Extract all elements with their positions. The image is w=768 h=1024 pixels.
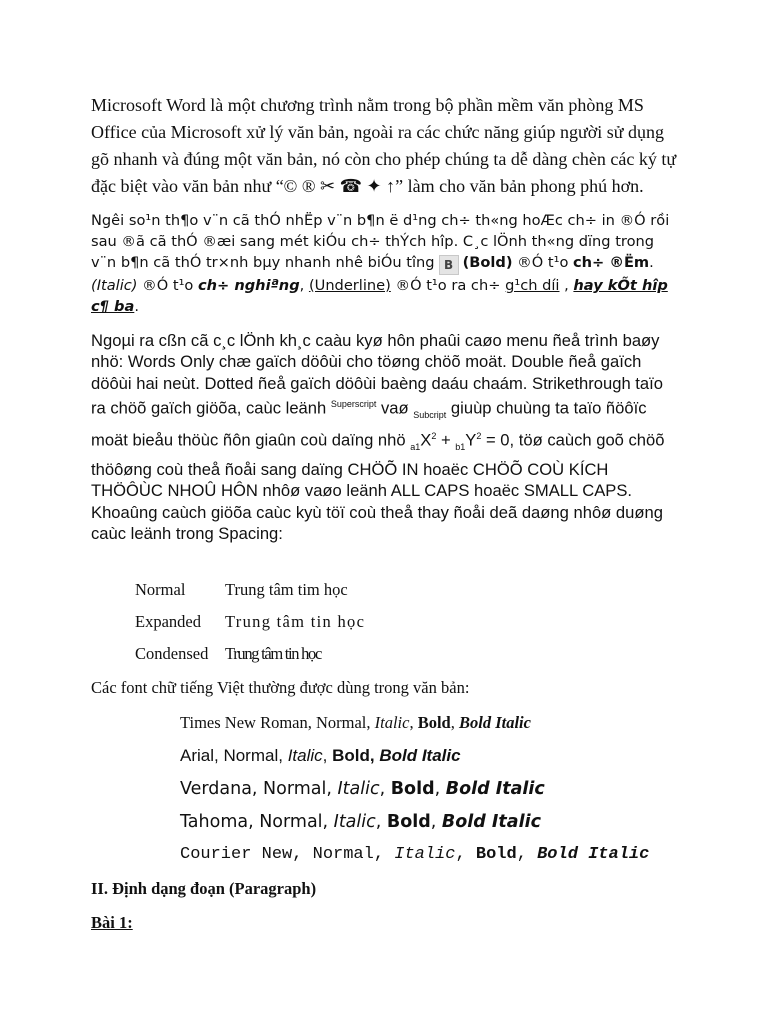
font-sample-courier [180, 838, 681, 871]
font-sample-times [180, 706, 681, 739]
spacing-examples [135, 574, 681, 670]
font-sep: , [450, 712, 459, 732]
font-bold: Bold [390, 778, 435, 799]
font-bold-italic: Bold Italic [379, 745, 461, 765]
italic-label: (Italic) [91, 277, 138, 294]
equation-x: X [420, 431, 432, 450]
equation-plus: + [436, 431, 456, 450]
underline-word: g¹ch díi [505, 277, 560, 294]
vni-paragraph [91, 330, 681, 544]
font-name: Times New Roman, Normal, [180, 712, 375, 732]
font-sample-verdana [180, 772, 681, 805]
font-italic: Italic [374, 712, 410, 732]
font-sep: , [430, 811, 442, 832]
font-name: Courier New, Normal, [180, 845, 395, 865]
font-italic: Italic [333, 811, 376, 832]
font-italic: Italic [394, 845, 456, 865]
para2-text: , [559, 277, 574, 294]
para2-text: . [649, 254, 654, 271]
vntime-paragraph [91, 210, 681, 317]
equation-rest: = 0 [481, 431, 510, 450]
para3-text: Ngoµi ra cßn cã c¸c lÖnh kh¸c caàu kyø hôn phaûi caøo menu ñeå trình baøy nhö: Words Only chæ gaïch döôùi cho töøng chöõ moät. Double ñeå gaïch döôùi hai neùt. Dotted ñeå gaïch döôùi baèng daáu chaám. Strikethrough taïo ra chöõ gaïch giöõa, caùc leänh [91, 331, 663, 418]
spacing-label: Normal [135, 580, 186, 600]
font-name: Verdana, Normal, [180, 778, 338, 799]
para2-text: ®Ó t¹o [137, 277, 198, 294]
para3-text: , töø caùch goõ chöõ thöôøng coù theå ñoåi sang daïng CHÖÕ IN hoaëc CHÖÕ COÙ KÍCH THÖÔÙC NHOÛ HÔN nhôø vaøo leänh ALL CAPS hoaëc SMALL CAPS. Khoaûng caùch giöõa caùc kyù töï coù theå thay ñoåi deã daøng nhôø duøng caùc leänh trong Spacing: [91, 431, 665, 543]
spacing-row-normal [135, 574, 681, 606]
font-intro: Các font chữ tiếng Việt thường được dùng trong văn bản: [91, 678, 470, 698]
spacing-row-condensed [135, 638, 681, 670]
underline-label: (Underline) [308, 277, 391, 294]
exercise-heading: Bài 1: [91, 913, 133, 933]
para3-text: vaø [376, 398, 414, 418]
subscript-sample: Subcript [413, 410, 447, 421]
para3-text: giuùp chuùng ta taïo ñöôïc moät bieåu thöùc ñôn giaûn coù daïng nhö [91, 398, 647, 450]
spacing-row-expanded [135, 606, 681, 638]
font-bold: Bold [386, 811, 431, 832]
font-italic: Italic [287, 745, 323, 765]
font-bold: Bold [475, 845, 517, 865]
para2-text: Ngêi so¹n th¶o v¨n cã thÓ nhËp v¨n b¶n ë d¹ng ch÷ th«ng hoÆc ch÷ in ®Ó rồi sau ®ã cã thÓ ®æi sang mét kiÓu ch÷ thÝch hîp. C¸c lÖnh th«ng dïng trong v¨n b¶n cã thÓ tr×nh bµy nhanh nhê biÓu tîng [91, 212, 670, 271]
bold-word: ch÷ ®Ëm [573, 254, 650, 271]
para2-text: ®Ó t¹o [512, 254, 574, 271]
font-bold: Bold [417, 712, 451, 732]
spacing-label: Expanded [135, 612, 201, 632]
section-heading: II. Định dạng đoạn (Paragraph) [91, 879, 317, 899]
font-sep: , [409, 712, 418, 732]
combo-word: hay kÕt hîp c¶ ba [91, 277, 668, 315]
font-bold-italic: Bold Italic [459, 712, 531, 732]
spacing-sample: Trung tâm tin học [225, 612, 366, 632]
font-sep: , [322, 745, 333, 765]
para2-text: ®Ó t¹o ra ch÷ [390, 277, 506, 294]
equation-y: Y [465, 431, 477, 450]
font-sample-tahoma [180, 805, 681, 838]
equation-sub-b1: b1 [455, 442, 466, 453]
para2-text: . [134, 298, 139, 315]
equation-sub-a1: a1 [410, 442, 421, 453]
font-sep: , [455, 845, 476, 865]
bold-label: (Bold) [462, 254, 513, 271]
font-sep: , [516, 845, 538, 865]
font-samples [180, 706, 681, 871]
font-name: Arial, Normal, [180, 745, 288, 765]
italic-word: ch÷ nghiªng [198, 277, 300, 294]
font-bold-italic: Bold Italic [441, 811, 541, 832]
equation-sup-2: 2 [476, 431, 482, 442]
superscript-sample: Superscript [330, 399, 377, 410]
intro-paragraph: Microsoft Word là một chương trình nằm trong bộ phần mềm văn phòng MS Office của Microsoft xử lý văn bản, ngoài ra các chức năng giúp người sử dụng gõ nhanh và đúng một văn bản, nó còn cho phép chúng ta dễ dàng chèn các ký tự đặc biệt vào văn bản như “© ® ✂ ☎ ✦ ↑” làm cho văn bản phong phú hơn. [91, 95, 677, 196]
para2-text: , [299, 277, 309, 294]
document-page [91, 92, 681, 933]
font-sep: , [379, 778, 391, 799]
equation-sup-2: 2 [431, 431, 437, 442]
bold-icon: B [439, 255, 459, 275]
spacing-sample: Trung tâm tim học [225, 580, 348, 600]
font-bold-italic: Bold Italic [537, 845, 650, 865]
spacing-sample: Trung tâm tin học [225, 644, 322, 664]
font-bold: Bold, [332, 745, 375, 765]
font-sep: , [375, 811, 387, 832]
spacing-label: Condensed [135, 644, 209, 664]
font-bold-italic: Bold Italic [445, 778, 545, 799]
font-italic: Italic [337, 778, 380, 799]
font-name: Tahoma, Normal, [180, 811, 334, 832]
font-sep: , [434, 778, 446, 799]
font-sample-arial [180, 739, 681, 772]
